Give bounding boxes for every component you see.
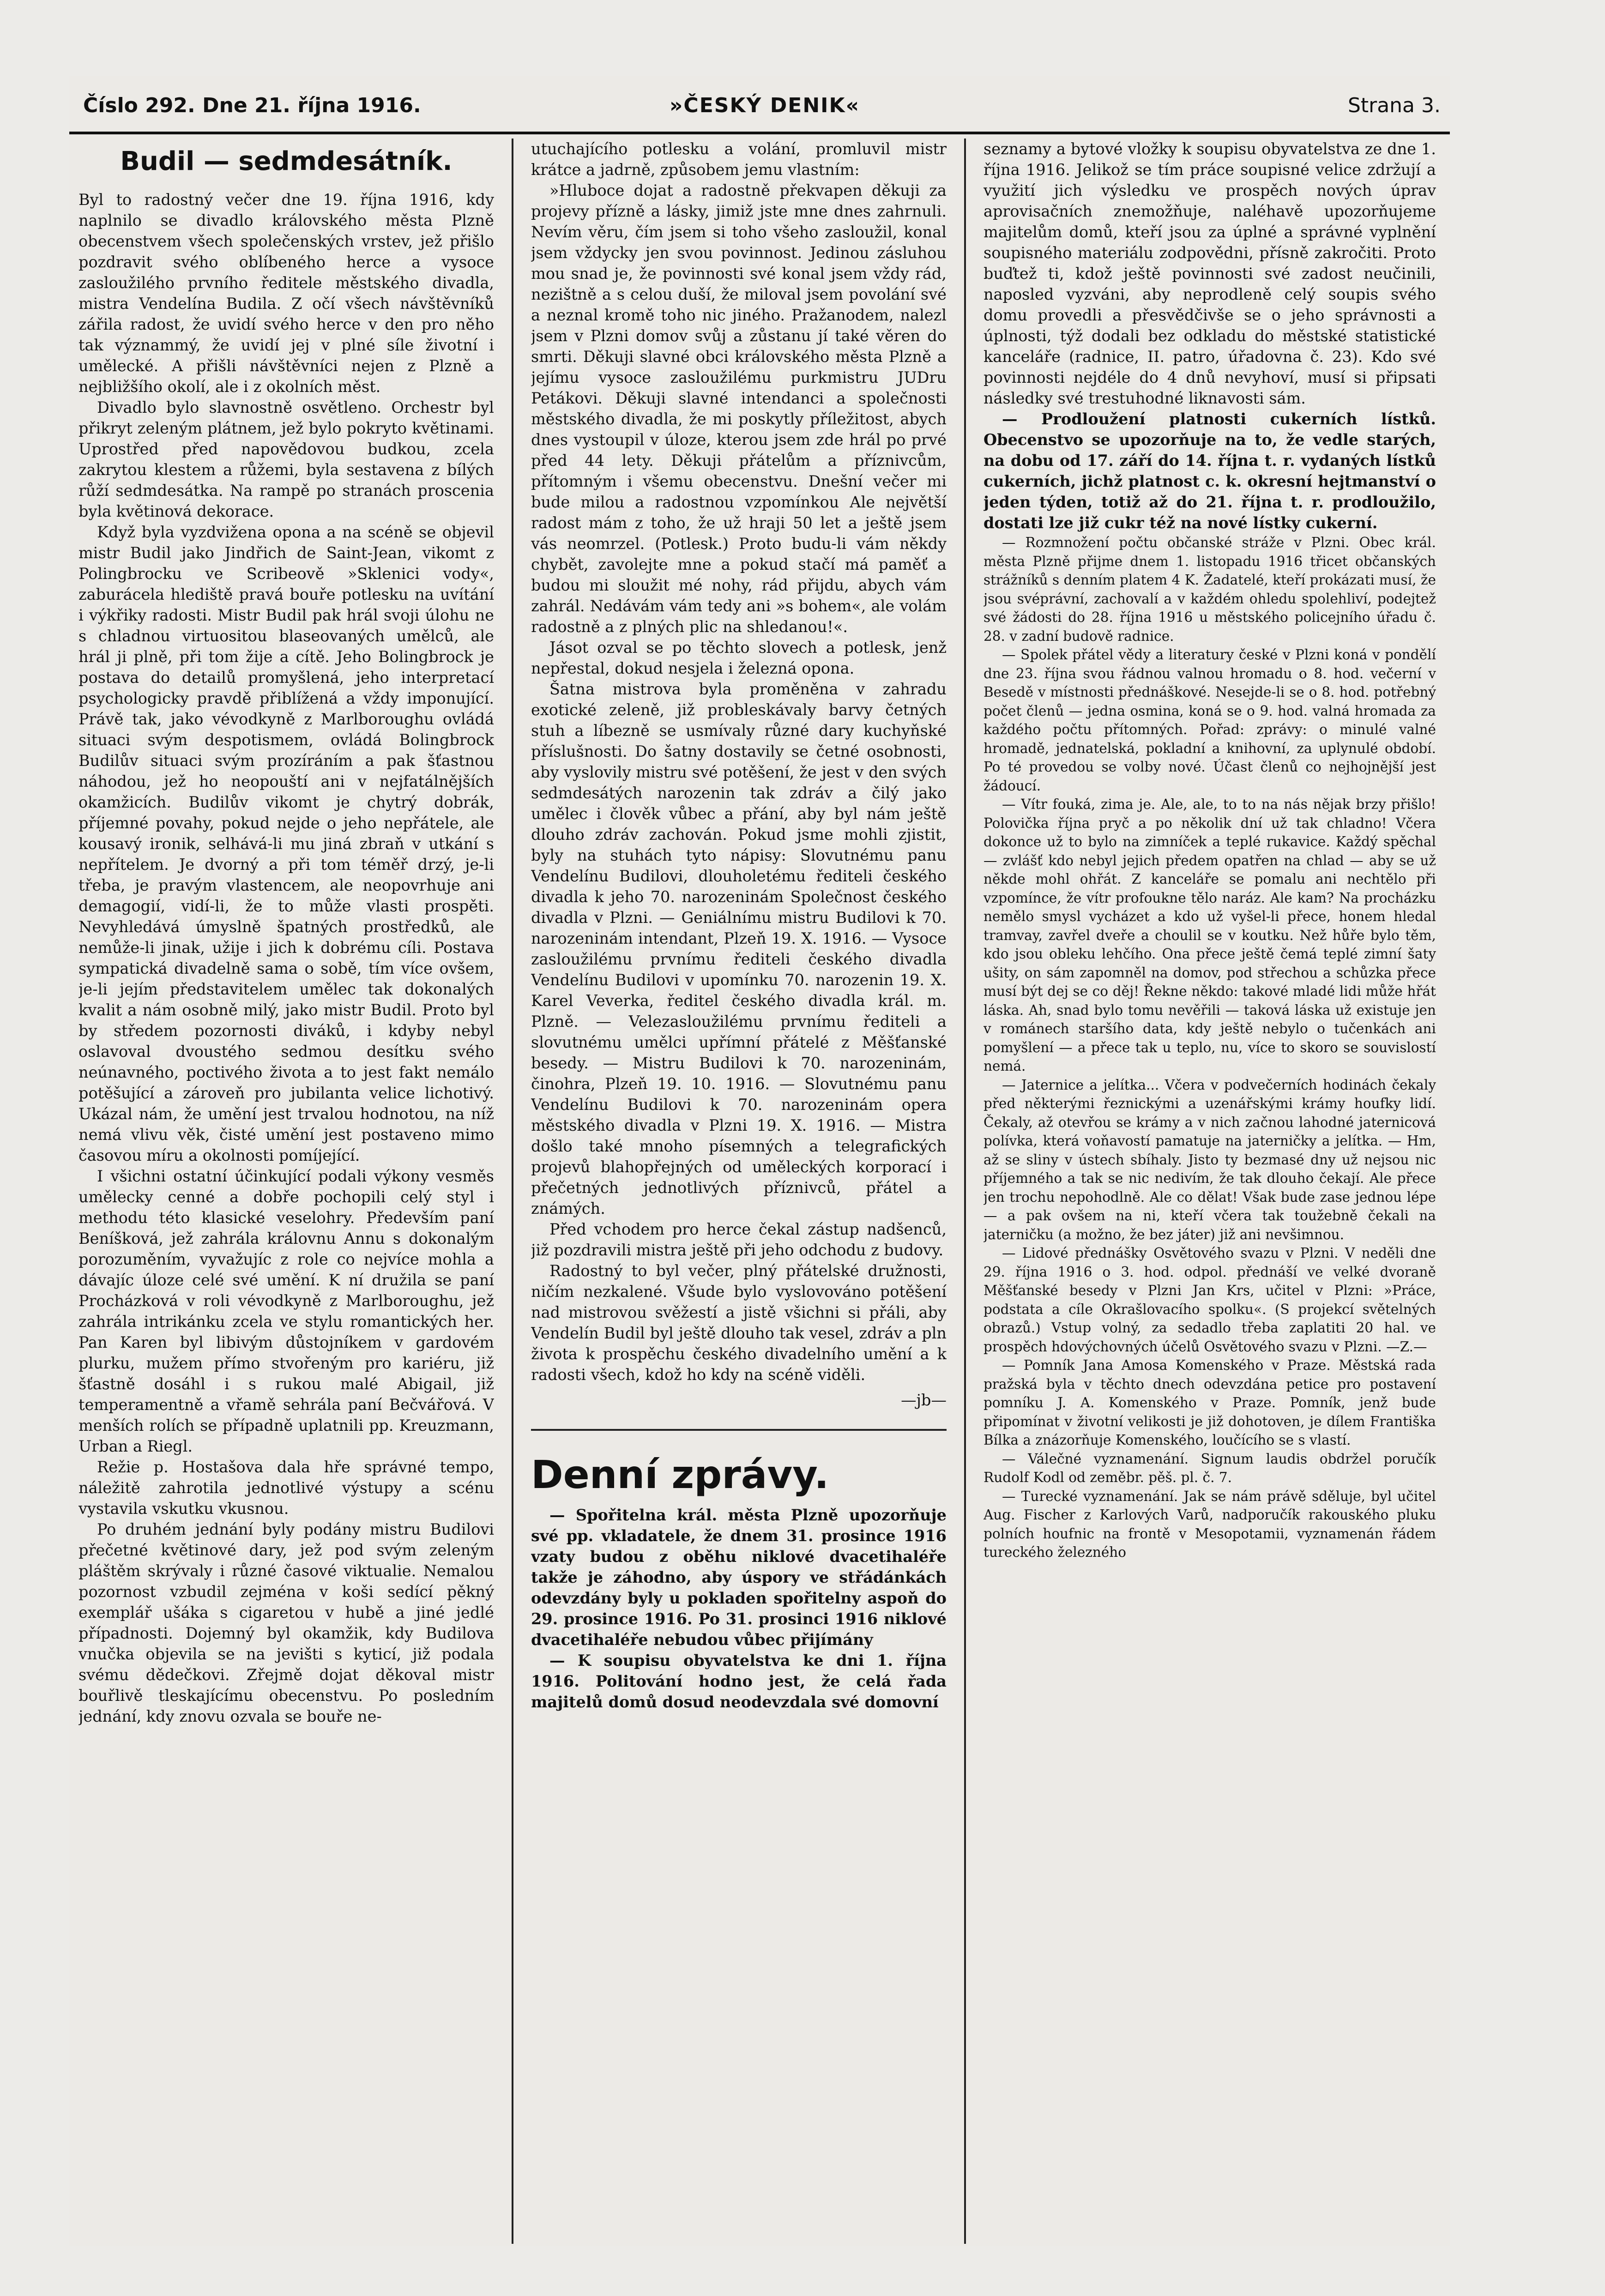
article-paragraph: Před vchodem pro herce čekal zástup nadšenců, již pozdravili mistra ještě při jeho odchodu z budovy. — [531, 1220, 947, 1259]
news-item: — Spolek přátel vědy a literatury české v Plzni koná v pondělí dne 23. října svou řádnou valnou hromadu o 8. hod. večerní v Besedě v místnosti přednáškové. Nesejde-li se o 8. hod. potřebný počet členů — jedna osmina, koná se o 9. hod. valná hromada za každého počtu přítomných. Pořad: zprávy: o minulé valné hromadě, jednatelská, pokladní a knihovní, za uplynulé období. Po té provedou se volby nové. Účast členů co nejhojnější jest žádoucí. — [984, 647, 1436, 794]
article-paragraph: utuchajícího potlesku a volání, promluvil mistr krátce a jadrně, způsobem jemu vlastním: — [531, 140, 947, 179]
news-item: — Rozmnožení počtu občanské stráže v Plzni. Obec král. města Plzně přijme dnem 1. listopadu 1916 třicet občanských strážníků s denním platem 4 K. Žadatelé, kteří prokázati musí, že jsou svéprávní, zachovalí a v každém ohledu spolehliví, podejtež své žádosti do 28. října 1916 u městského policejního úřadu č. 28. v zadní budově radnice. — [984, 535, 1436, 644]
news-item: — Pomník Jana Amosa Komenského v Praze. Městská rada pražská byla v těchto dnech odevzdána petice pro postavení pomníku J. A. Komenského v Praze. Pomník, jenž bude připomínat v životní velikosti je již dohotoven, je dílem Františka Bílka a znázorňuje Komenského, loučícího se s vlastí. — [984, 1357, 1436, 1448]
article-signature: —jb— — [901, 1391, 947, 1409]
column-3 — [984, 139, 1436, 2244]
page-header — [69, 76, 1450, 134]
article-paragraph: Po druhém jednání byly podány mistru Budilovi přečetné květinové dary, jež pod svým zeleným pláštěm skrývaly i různé časové viktualie. Nemalou pozornost vzbudil zejména v koši sedící pěkný exemplář ušáka s cigaretou v hubě a jiné jedlé případnosti. Dojemný byl okamžik, kdy Budilova vnučka objevila se na jevišti s kyticí, již podala svému dědečkovi. Zřejmě dojat děkoval mistr bouřlivě tleskajícímu obecenstvu. Po posledním jednání, kdy znovu ozvala se bouře ne- — [78, 1520, 494, 1725]
column-divider — [964, 139, 966, 2244]
article-paragraph: Byl to radostný večer dne 19. října 1916, kdy naplnilo se divadlo královského města Plzně obecenstvem všech společenských vrstev, jež přišlo pozdravit svého oblíbeného herce a vysoce zasloužilého prvního ředitele městského divadla, mistra Vendelína Budila. Z očí všech návštěvníků zářila radost, že uvidí svého herce v den pro něho tak význammý, že uvidí jej v plné síle životní i umělecké. A přišli návštěvníci nejen z Plzně a nejbližšího okolí, ale i z okolních měst. — [78, 191, 494, 396]
column-divider — [512, 139, 513, 2244]
newspaper-page — [69, 76, 1450, 2246]
news-item: — Jaternice a jelítka... Včera v podvečerních hodinách čekaly před některými řeznickými a uzenářskými krámy houfky lidí. Čekaly, až otevřou se krámy a v nich začnou lahodné jaternicová polívka, která voňavostí pamatuje na jaterničky a jelítka. — Hm, až se sliny v ústech sbíhaly. Jisto ty bezmasé dny už nejsou nic příjemného a tak se nic nedivím, že tak dlouho čekají. Ale přece jen trochu nepohodlně. Ale co dělat! Však bude zase jednou lépe — a pak ovšem na ni, kteří včera tak toužebně čekali na jaterničku (a možno, že bez játer) již ani nevšimnou. — [984, 1077, 1436, 1242]
page-number: Strana 3. — [1347, 94, 1441, 117]
news-item: — Prodloužení platnosti cukerních lístků. Obecenstvo se upozorňuje na to, že vedle starých, na dobu od 17. září do 14. října t. r. vydaných lístků cukerních, jichž platnost c. k. okresní hejtmanství o jeden týden, totiž až do 21. října t. r. prodloužilo, dostati lze již cukr též na nové lístky cukerní. — [984, 410, 1436, 532]
news-item: — Lidové přednášky Osvětového svazu v Plzni. V neděli dne 29. října 1916 o 3. hod. odpol. přednáší ve velké dvoraně Měšťanské besedy v Plzni Jan Krs, učitel v Plzni: »Práce, podstata a cíle Okrašlovacího spolku«. (S projekcí světelných obrazů.) Vstup volný, za sedadlo třeba zaplatiti 20 hal. ve prospěch hdovýchovných účelů Osvětového svazu v Plzni. —Z.— — [984, 1245, 1436, 1355]
news-item: — Vítr fouká, zima je. Ale, ale, to to na nás nějak brzy přišlo! Polovička října pryč a po několik dní už tak chladno! Včera dokonce už to bylo na zimníček a teplé rukavice. Každý spěchal — zvlášť kdo nebyl jejich předem opatřen na chlad — aby se už někde mohl ohřát. Z kanceláře se pomalu ani nechtělo při vzpomínce, že vítr profoukne tělo naráz. Ale kam? Na procházku nemělo smysl vycházet a kdo už vyšel-li přece, honem hledal tramvay, zavřel dveře a choulil se v koutku. Než hůře bylo těm, kdo jsou obleku lehčího. Ona přece ještě čemá teplé zimní šaty ušity, on sám zapomněl na domov, pod střechou a schůzka přece musí být dej se co děj! Řekne někdo: takové mladé lidi může hřát láska. Ah, snad bylo tomu nevěřili — taková láska už existuje jen v románech staršího data, kdy ještě nebylo o tučenkách ani pomyšlení — a přece tak u teplo, nu, více to skoro se souvislostí nemá. — [984, 796, 1436, 1074]
news-item: — Válečné vyznamenání. Signum laudis obdržel poručík Rudolf Kodl od zeměbr. pěš. pl. č. 7. — [984, 1451, 1436, 1485]
news-item: — K soupisu obyvatelstva ke dni 1. října 1916. Politování hodno jest, že celá řada majitelů domů dosud neodevzdala své domovní — [531, 1651, 947, 1711]
section-title: Denní zprávy. — [531, 1429, 947, 1500]
article-paragraph: Režie p. Hostašova dala hře správné tempo, náležitě zahrotila jednotlivé výstupy a scénu vystavila vskutku vkusnou. — [78, 1458, 494, 1518]
column-1 — [78, 139, 494, 2244]
article-paragraph: »Hluboce dojat a radostně překvapen děkuji za projevy přízně a lásky, jimiž jste mne dnes zahrnuli. Nevím věru, čím jsem si toho všeho zasloužil, konal jsem vždycky jen svou povinnost. Jedinou zásluhou mou snad je, že povinnosti své konal jsem vždy rád, nezištně a s celou duší, že miloval jsem povolání své a neznal kromě toho nic jiného. Pražanodem, nalezl jsem v Plzni domov svůj a zůstanu jí také věren do smrti. Děkuji slavné obci královského města Plzně a jejímu vysoce zasloužilému purkmistru JUDru Petákovi. Děkuji slavné intendanci a společnosti městského divadla, že mi poskytly příležitost, abych dnes vystoupil v úloze, kterou jsem zde hrál po prvé před 44 lety. Děkuji přátelům a příznivcům, přítomným i všemu obecenstvu. Dnešní večer mi bude milou a radostnou vzpomínkou Ale největší radost mám z toho, že už hraji 50 let a ještě jsem vás neomrzel. (Potlesk.) Proto budu-li vám někdy chybět, zavolejte mne a pokud stačí má paměť a budou mi sloužit mé nohy, rád přijdu, abych vám zahrál. Nedávám vám tedy ani »s bohem«, ale volám radostně a z plných plic na shledanou!«. — [531, 181, 947, 636]
article-paragraph: Jásot ozval se po těchto slovech a potlesk, jenž nepřestal, dokud nesjela i železná opona. — [531, 639, 947, 677]
article-paragraph: Radostný to byl večer, plný přátelské družnosti, ničím nezkalené. Všude bylo vyslovováno potěšení nad mistrovou svěžestí a jistě všichni si přáli, aby Vendelín Budil byl ještě dlouho tak vesel, zdráv a pln života k prospěchu českého divadelního umění a k radosti všech, kdož ho kdy na scéně viděli. — [531, 1262, 947, 1384]
article-paragraph: Divadlo bylo slavnostně osvětleno. Orchestr byl přikryt zeleným plátnem, jež bylo pokryto květinami. Uprostřed před napovědovou budkou, zcela zakrytou klestem a růžemi, byla sestavena z bílých růží sedmdesátka. Na rampě po stranách proscenia byla květinová dekorace. — [78, 398, 494, 520]
column-2 — [531, 139, 947, 2244]
news-item: — Spořitelna král. města Plzně upozorňuje své pp. vkladatele, že dnem 31. prosince 1916 vzaty budou z oběhu niklové dvacetihaléře takže je záhodno, aby úspory ve střádánkách odevzdány byly u pokladen spořitelny aspoň do 29. prosince 1916. Po 31. prosinci 1916 niklové dvacetihaléře nebudou vůbec přijímány — [531, 1506, 947, 1649]
news-item: seznamy a bytové vložky k soupisu obyvatelstva ze dne 1. října 1916. Jelikož se tím práce soupisné velice zdržují a využití jich výsledku ve prospěch nových úprav aprovisačních znemožňuje, naléhavě upozorňujeme majitelům domů, kteří jsou za úplné a správné vyplnění soupisného materiálu zodpovědni, přísně zakročiti. Proto buďtež ti, kdož ještě povinnosti své zadost neučinili, naposled vyzváni, aby neprodleně celý soupis svého domu provedli a přesvědčivše se o jeho správnosti a úplnosti, týž dodali bez odkladu do městské statistické kanceláře (radnice, II. patro, úřadovna č. 23). Kdo své povinnosti nejdéle do 4 dnů nevyhoví, musí si připsati následky své trestuhodné liknavosti sám. — [984, 140, 1436, 407]
article-title: Budil — sedmdesátník. — [120, 146, 453, 176]
issue-date: Číslo 292. Dne 21. října 1916. — [83, 94, 421, 117]
article-paragraph: Když byla vyzdvižena opona a na scéně se objevil mistr Budil jako Jindřich de Saint-Jean, vikomt z Polingbrocku ve Scribeově »Sklenici vody«, zaburácela hlediště pravá bouře potlesku na uvítání i výkřiky radosti. Mistr Budil pak hrál svoji úlohu ne s chladnou virtuositou blaseovaných umělců, ale hrál ji plně, při tom žije a cítě. Jeho Bolingbrock je postava do detailů promyšlená, jeho interpretací psychologicky pravdě přiblížená a vždy imponující. Právě tak, jako vévodkyně z Marlboroughu ovládá situaci svým despotismem, ovládá Bolingbrock Budilův situaci svým prozíráním a pak šťastnou náhodou, jež ho neopouští ani v nejfatálnějších okamžicích. Budilův vikomt je chytrý dobrák, příjemné povahy, pokud nejde o jeho nepřátele, ale kousavý ironik, selhává-li mu jiná zbraň v utkání s nepřítelem. Je dvorný a při tom téměř drzý, je-li třeba, je pravým vlastencem, ale neopovrhuje ani demagogií, vidí-li, že to může vlasti prospěti. Nevyhledává úmyslně špatných prostředků, ale nemůže-li jinak, užije i jich k dobrému cíli. Postava sympatická divadelně sama o sobě, tím více ovšem, je-li jejím představitelem umělec tak dokonalých kvalit a nám osobně milý, jako mistr Budil. Proto byl by středem pozornosti diváků, i kdyby nebyl oslavoval dvoustého sedmou desítku svého neúnavného, poctivého života a to jest fakt nemálo potěšující a zároveň pro jubilanta velice lichotivý. Ukázal nám, že umění jest trvalou hodnotou, na níž nemá vlivu věk, čisté umění jest postaveno mimo časovou míru a okolnosti pomíjející. — [78, 523, 494, 1164]
news-item: — Turecké vyznamenání. Jak se nám právě sděluje, byl učitel Aug. Fischer z Karlových Varů, nadporučík rakouského pluku polních houfnic na frontě v Mesopotamii, vyznamenán řádem tureckého železného — [984, 1488, 1436, 1560]
newspaper-title: »ČESKÝ DENIK« — [670, 94, 860, 117]
article-paragraph: Šatna mistrova byla proměněna v zahradu exotické zeleně, již probleskávaly barvy četných stuh a líbezně se usmívaly různé dary kuchyňské příslušnosti. Do šatny dostavily se četné osobnosti, aby vyslovily mistru své potěšení, že jest v den svých sedmdesátých narozenin tak zdráv a čilý jako umělec i člověk vůbec a přání, aby byl nám ještě dlouho zdráv zachován. Pokud jsme mohli zjistit, byly na stuhách tyto nápisy: Slovutnému panu Vendelínu Budilovi, dlouholetému řediteli českého divadla k jeho 70. narozeninám Společnost českého divadla v Plzni. — Geniálnímu mistru Budilovi k 70. narozeninám intendant, Plzeň 19. X. 1916. — Vysoce zasloužilému prvnímu řediteli českého divadla Vendelínu Budilovi v upomínku 70. narozenin 19. X. Karel Veverka, ředitel českého divadla král. m. Plzně. — Velezasloužilému prvnímu řediteli a slovutnému umělci upřímní přátelé z Měšťanské besedy. — Mistru Budilovi k 70. narozeninám, činohra, Plzeň 19. 10. 1916. — Slovutnému panu Vendelínu Budilovi k 70. narozeninám opera městského divadla v Plzni 19. X. 1916. — Mistra došlo také mnoho písemných a telegrafických projevů blahopřejných od uměleckých korporací i přečetných jednotlivých příznivců, přátel a známých. — [531, 680, 947, 1217]
article-paragraph: I všichni ostatní účinkující podali výkony vesměs umělecky cenné a dobře pochopili celý styl i methodu této klasické veselohry. Především paní Beníšková, jež zahrála královnu Annu s dokonalým porozuměním, vyvažujíc z role co nejvíce mohla a dávajíc úloze celé své umění. K ní družila se paní Procházková v roli vévodkyně z Marlboroughu, jež zahrála intrikánku zcela ve stylu romantických her. Pan Karen byl libivým důstojníkem v gardovém plurku, mužem přímo stvořeným pro kariéru, již šťastně dosáhl i s rukou malé Abigail, již temperamentně a vřamě sehrála paní Bečvářová. V menších rolích se případně uplatnili pp. Kreuzmann, Urban a Riegl. — [78, 1167, 494, 1455]
